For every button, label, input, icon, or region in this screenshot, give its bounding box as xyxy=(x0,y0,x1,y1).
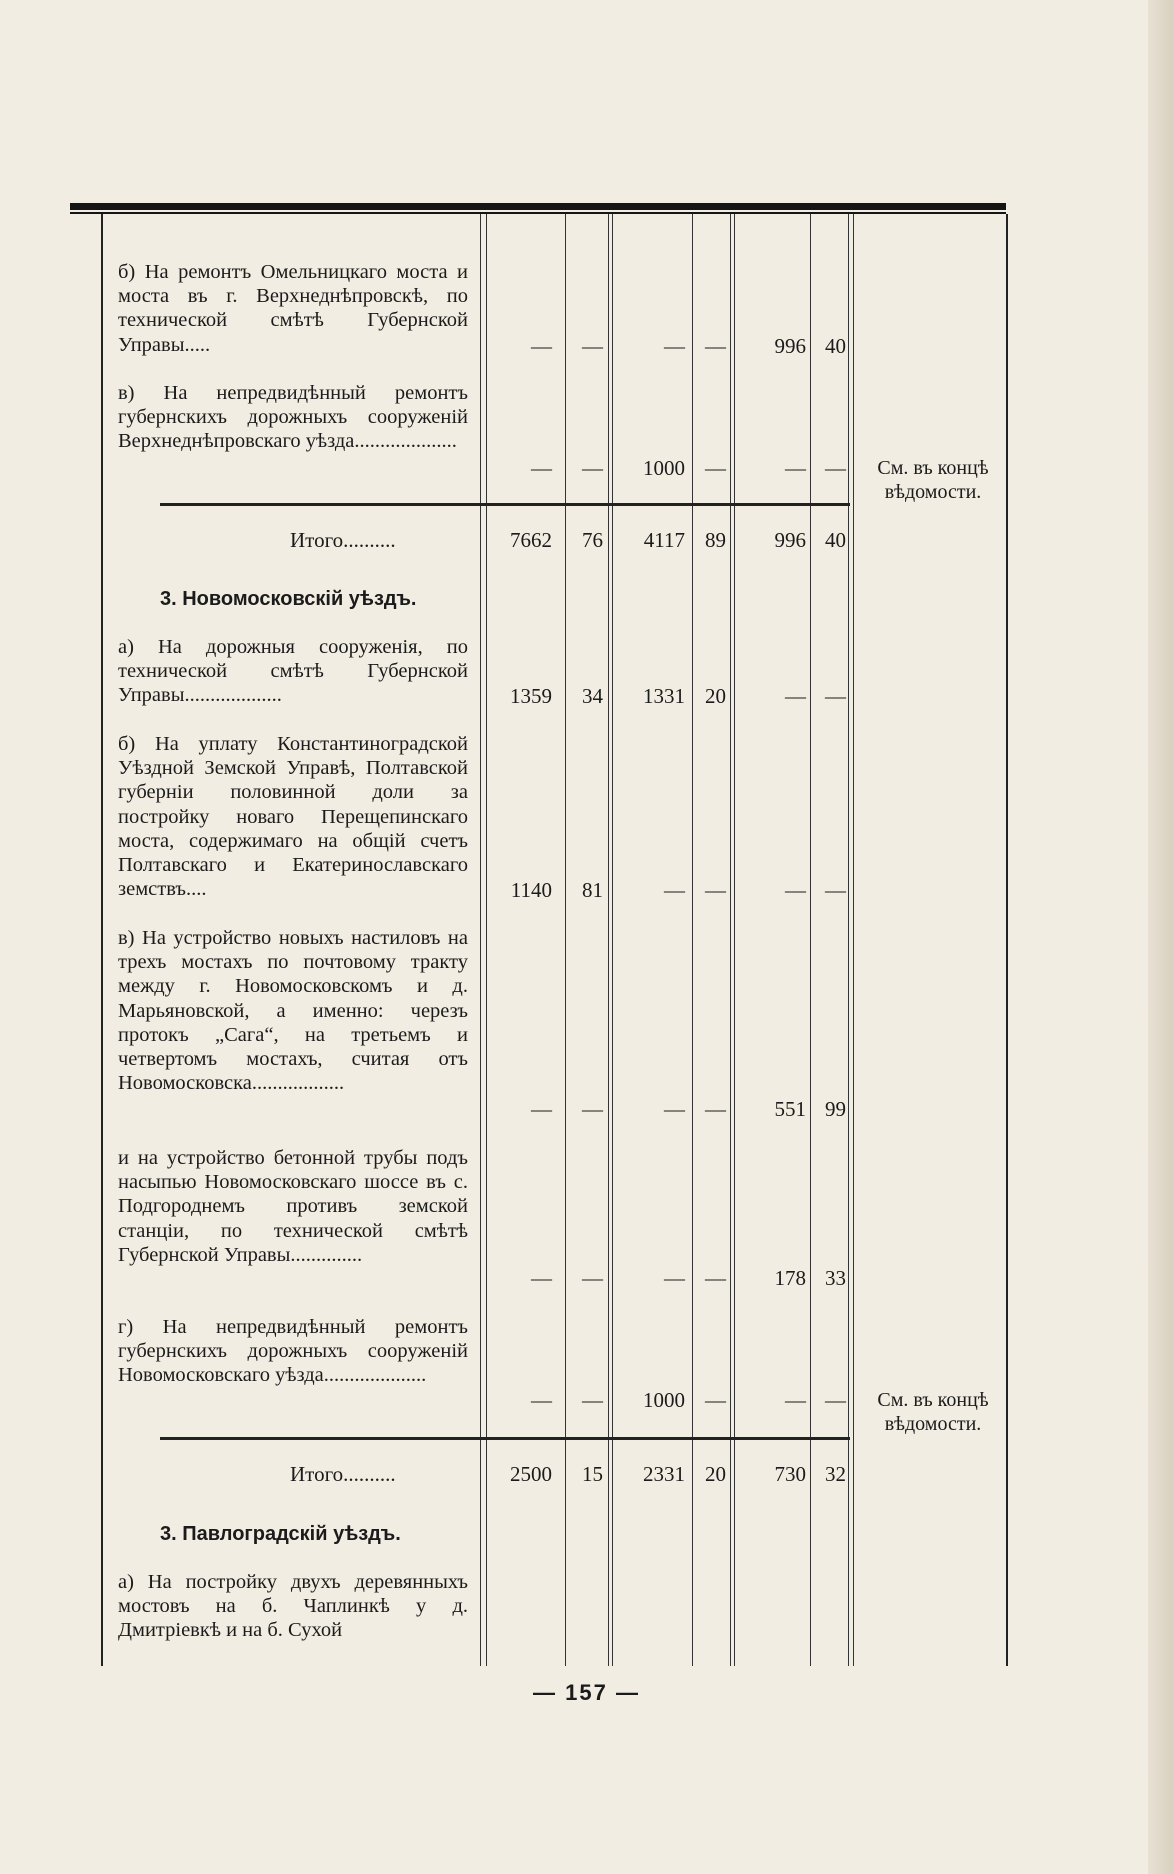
total-rubles: 996 xyxy=(774,528,806,552)
item-description: а) На дорожныя сооруженія, по технической смѣтѣ Губернской Управы................... xyxy=(118,636,468,707)
column-rule xyxy=(848,214,849,1666)
amount-kopecks: — xyxy=(825,684,846,708)
column-rule xyxy=(810,214,811,1666)
table-top-rule xyxy=(70,203,1006,210)
page-number: — 157 — xyxy=(533,1680,640,1705)
amount-rubles: 551 xyxy=(774,1097,806,1121)
total-rubles: 4117 xyxy=(643,528,685,552)
amount-rubles: — xyxy=(785,684,806,708)
amount-rubles: 1140 xyxy=(510,878,552,902)
column-rule xyxy=(486,214,487,1666)
amount-kopecks: — xyxy=(582,1388,603,1412)
amount-rubles: — xyxy=(785,456,806,480)
amount-rubles: — xyxy=(531,1388,552,1412)
total-rule xyxy=(160,503,850,506)
amount-rubles: 178 xyxy=(774,1266,806,1290)
amount-kopecks: — xyxy=(705,1388,726,1412)
amount-rubles: 996 xyxy=(774,334,806,358)
amount-rubles: — xyxy=(664,1097,685,1121)
total-kopecks: 20 xyxy=(705,1462,726,1486)
page-edge xyxy=(1148,0,1173,1874)
amount-kopecks: — xyxy=(582,1266,603,1290)
amount-kopecks: 34 xyxy=(582,684,603,708)
amount-kopecks: — xyxy=(825,1388,846,1412)
amount-kopecks: — xyxy=(582,456,603,480)
total-label: Итого.......... xyxy=(290,528,396,552)
column-rule xyxy=(565,214,566,1666)
amount-kopecks: — xyxy=(705,1097,726,1121)
amount-rubles: 1000 xyxy=(643,456,685,480)
total-kopecks: 76 xyxy=(582,528,603,552)
amount-rubles: 1000 xyxy=(643,1388,685,1412)
amount-kopecks: — xyxy=(582,334,603,358)
total-kopecks: 32 xyxy=(825,1462,846,1486)
item-description: б) На уплату Константиноградской Уѣздной Земской Управѣ, Полтавской губерніи половинной доли за постройку новаго Перещепинскаго моста, содержимаго на общій счетъ Полтавскаго и Екатеринославскаго земствъ.... xyxy=(118,733,468,901)
amount-kopecks: — xyxy=(705,334,726,358)
amount-kopecks: — xyxy=(825,456,846,480)
amount-rubles: — xyxy=(664,1266,685,1290)
item-description: г) На непредвидѣнный ремонтъ губернскихъ дорожныхъ сооруженій Новомосковскаго уѣзда.................... xyxy=(118,1316,468,1387)
table-top-rule-thin xyxy=(70,212,1006,214)
amount-rubles: — xyxy=(664,878,685,902)
amount-kopecks: — xyxy=(825,878,846,902)
amount-kopecks: 33 xyxy=(825,1266,846,1290)
amount-kopecks: — xyxy=(705,878,726,902)
total-rubles: 2331 xyxy=(643,1462,685,1486)
column-rule xyxy=(734,214,735,1666)
amount-kopecks: 99 xyxy=(825,1097,846,1121)
item-description: и на устройство бетонной трубы подъ насыпью Новомосковскаго шоссе въ с. Подгороднемъ противъ земской станціи, по технической смѣтѣ Губернской Управы.............. xyxy=(118,1147,468,1266)
column-rule xyxy=(612,214,613,1666)
total-rule xyxy=(160,1437,850,1440)
item-description: в) На устройство новыхъ настиловъ на трехъ мостахъ по почтовому тракту между г. Новомосковскомъ и д. Марьяновской, а именно: черезъ протокъ „Сага“, на третьемъ и четвертомъ мостахъ, считая отъ Новомосковска.................. xyxy=(118,927,468,1095)
column-rule xyxy=(101,214,103,1666)
amount-kopecks: — xyxy=(705,456,726,480)
column-rule xyxy=(480,214,481,1666)
amount-kopecks: 81 xyxy=(582,878,603,902)
total-label: Итого.......... xyxy=(290,1462,396,1486)
section-heading: 3. Новомосковскій уѣздъ. xyxy=(160,588,417,610)
amount-rubles: — xyxy=(531,1097,552,1121)
amount-rubles: — xyxy=(664,334,685,358)
total-kopecks: 89 xyxy=(705,528,726,552)
column-rule xyxy=(1006,214,1008,1666)
amount-rubles: 1331 xyxy=(643,684,685,708)
total-rubles: 7662 xyxy=(510,528,552,552)
total-kopecks: 15 xyxy=(582,1462,603,1486)
remark-note: См. въ концѣ вѣдомости. xyxy=(877,457,989,503)
column-rule xyxy=(692,214,693,1666)
amount-kopecks: 20 xyxy=(705,684,726,708)
amount-kopecks: — xyxy=(582,1097,603,1121)
item-description: б) На ремонтъ Омельницкаго моста и моста въ г. Верхнеднѣпровскѣ, по технической смѣтѣ Губернской Управы..... xyxy=(118,261,468,356)
amount-kopecks: — xyxy=(705,1266,726,1290)
amount-rubles: — xyxy=(531,1266,552,1290)
total-kopecks: 40 xyxy=(825,528,846,552)
amount-rubles: — xyxy=(531,334,552,358)
item-description: а) На постройку двухъ деревянныхъ мостовъ на б. Чаплинкѣ у д. Дмитріевкѣ и на б. Сухой xyxy=(118,1571,468,1642)
column-rule xyxy=(608,214,609,1666)
column-rule xyxy=(730,214,731,1666)
remark-note: См. въ концѣ вѣдомости. xyxy=(877,1389,989,1435)
amount-rubles: — xyxy=(531,456,552,480)
section-heading: 3. Павлоградскій уѣздъ. xyxy=(160,1523,401,1545)
amount-kopecks: 40 xyxy=(825,334,846,358)
total-rubles: 730 xyxy=(774,1462,806,1486)
amount-rubles: 1359 xyxy=(510,684,552,708)
column-rule xyxy=(853,214,854,1666)
item-description: в) На непредвидѣнный ремонтъ губернскихъ дорожныхъ сооруженій Верхнеднѣпровскаго уѣзда.................... xyxy=(118,382,468,453)
total-rubles: 2500 xyxy=(510,1462,552,1486)
amount-rubles: — xyxy=(785,878,806,902)
amount-rubles: — xyxy=(785,1388,806,1412)
